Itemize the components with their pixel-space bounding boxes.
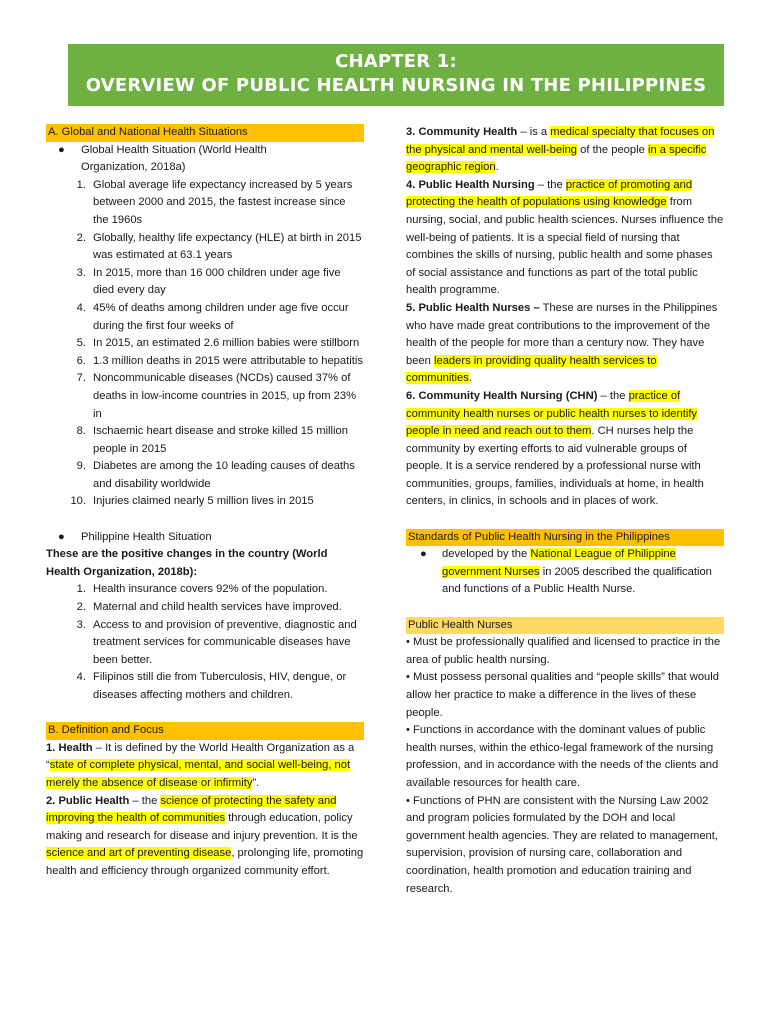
nurse-requirement: • Functions of PHN are consistent with the Nursing Law 2002 and program policies formulated by the DOH and local government health agencies. They are related to management, supervision, provision of nursing care, collaboration and coordination, health promotion and education training and research. [406, 794, 718, 895]
bullet-dot: ● [58, 143, 65, 156]
chapter-title: OVERVIEW OF PUBLIC HEALTH NURSING IN THE PHILIPPINES [85, 75, 707, 96]
global-health-bullet [46, 142, 364, 177]
chapter-number: CHAPTER 1: [335, 51, 457, 72]
nurse-requirement: • Must be professionally qualified and licensed to practice in the area of public health nursing. [406, 636, 721, 666]
list-item: 3. Access to and provision of preventive, diagnostic and treatment services for communicable diseases have been better. [76, 618, 357, 666]
global-health-title-2: Organization, 2018a) [81, 161, 186, 174]
chapter-banner [68, 44, 724, 106]
philippine-health-list [46, 581, 364, 704]
definition-health: 1. Health – It is defined by the World Health Organization as a “state of complete physical, mental, and social well-being, not merely the absence of disease or infirmity”. [46, 741, 355, 789]
list-item: 2. Globally, healthy life expectancy (HLE) at birth in 2015 was estimated at 63.1 years [76, 231, 362, 262]
standards-heading: Standards of Public Health Nursing in the Philippines [406, 529, 724, 547]
list-item: 5. In 2015, an estimated 2.6 million babies were stillborn [76, 337, 360, 350]
definition-public-health: 2. Public Health – the science of protecting the safety and improving the health of communities through education, policy making and research for disease and injury prevention. It is the science and art of preventing disease, prolonging life, promoting health and efficiency through organized community effort. [46, 794, 364, 877]
bullet-dot: ● [58, 530, 65, 543]
nurse-requirement: • Functions in accordance with the dominant values of public health nurses, within the ethico-legal framework of the nursing profession, and in accordance with the needs of the clients and available resources for health care. [406, 724, 719, 789]
definition-community-health: 3. Community Health – is a medical specialty that focuses on the physical and mental well-being of the people in a specific geographic region. [406, 126, 715, 174]
public-health-nurses-heading: Public Health Nurses [406, 617, 724, 635]
list-item: 7. Noncommunicable diseases (NCDs) caused 37% of deaths in low-income countries in 2015, up from 23% in [76, 372, 357, 420]
list-item: 4. Filipinos still die from Tuberculosis, HIV, dengue, or diseases affecting mothers and children. [76, 671, 347, 701]
list-item: 10. Injuries claimed nearly 5 million lives in 2015 [70, 495, 314, 508]
nurse-requirement: • Must possess personal qualities and “people skills” that would allow her practice to make a difference in the lives of these people. [406, 671, 719, 719]
section-a-heading: A. Global and National Health Situations [46, 124, 364, 142]
bullet-dot: ● [420, 548, 427, 561]
philippine-health-title: Philippine Health Situation [81, 530, 212, 543]
philippine-health-bullet [46, 529, 364, 547]
global-health-title-1: Global Health Situation (World Health [81, 143, 267, 156]
standards-bullet: ● developed by the National League of Philippine government Nurses in 2005 described the qualification and functions of a Public Health Nurse. [420, 548, 712, 596]
philippine-health-intro: These are the positive changes in the country (World Health Organization, 2018b): [46, 548, 328, 578]
list-item: 4. 45% of deaths among children under age five occur during the first four weeks of [76, 301, 349, 332]
list-item: 3. In 2015, more than 16 000 children under age five died every day [76, 266, 341, 297]
definition-public-health-nurses: 5. Public Health Nurses – These are nurses in the Philippines who have made great contributions to the improvement of the health of the people for more than a century now. They have been leaders in providing quality health services to communities. [406, 301, 718, 385]
list-item: 2. Maternal and child health services have improved. [76, 601, 342, 614]
list-item: 6. 1.3 million deaths in 2015 were attributable to hepatitis [76, 354, 363, 367]
definition-community-health-nursing: 6. Community Health Nursing (CHN) – the practice of community health nurses or public health nurses to identify people in need and reach out to them. CH nurses help the community by exerting efforts to aid vulnerable groups of people. It is a service rendered by a professional nurse with communities, groups, families, individuals at home, in health centers, in clinics, in schools and in places of work. [406, 389, 704, 508]
left-column [46, 124, 364, 881]
global-health-list [46, 177, 364, 511]
definition-public-health-nursing: 4. Public Health Nursing – the practice of promoting and protecting the health of populations using knowledge from nursing, social, and public health sciences. Nurses influence the well-being of patients. It is a special field of nursing that combines the skills of nursing, public health and some phases of social assistance and functions as part of the total public health programme. [406, 178, 724, 297]
list-item: 9. Diabetes are among the 10 leading causes of deaths and disability worldwide [76, 460, 355, 490]
section-b-heading: B. Definition and Focus [46, 722, 364, 740]
list-item: 1. Global average life expectancy increased by 5 years between 2000 and 2015, the fastest increase since the 1960s [76, 178, 353, 226]
right-column [406, 124, 724, 898]
list-item: 8. Ischaemic heart disease and stroke killed 15 million people in 2015 [76, 425, 348, 455]
list-item: 1. Health insurance covers 92% of the population. [76, 583, 328, 596]
